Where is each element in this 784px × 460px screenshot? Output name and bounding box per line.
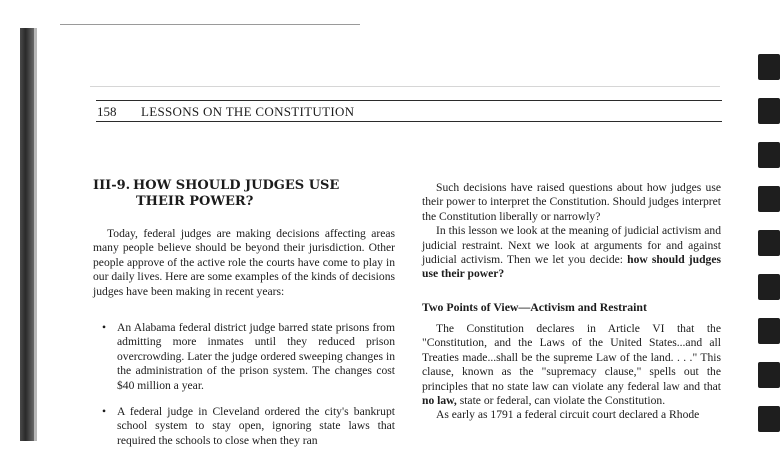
binding-ring <box>758 98 780 124</box>
list-item <box>100 321 395 393</box>
lesson-title-line1: HOW SHOULD JUDGES USE <box>133 178 340 193</box>
scan-left-edge <box>34 28 37 441</box>
list-item-text: A federal judge in Cleveland ordered the city's bankrupt school system to stay open, ignoring state laws that required the schools to close when they ran <box>117 405 395 447</box>
header-rule <box>96 121 722 122</box>
header-rule <box>96 100 722 101</box>
bold-phrase: no law, <box>422 394 457 408</box>
right-intro <box>422 181 721 282</box>
scan-bleedthrough-line <box>90 86 720 87</box>
paragraph-text: In this lesson we look at the meaning of judicial activism and judicial restraint. Next we look at arguments for and against judicial activism. Then we let you decide: <box>422 224 721 267</box>
binding-ring <box>758 54 780 80</box>
bullet-icon: • <box>102 321 107 334</box>
binding-ring <box>758 406 780 432</box>
binding-ring <box>758 318 780 344</box>
paragraph-text: state or federal, can violate the Constitution. <box>459 394 666 408</box>
lesson-title <box>93 178 339 209</box>
binding-ring <box>758 362 780 388</box>
running-head: LESSONS ON THE CONSTITUTION <box>141 104 355 119</box>
binding-ring <box>758 230 780 256</box>
intro-paragraph: Today, federal judges are making decisions affecting areas many people believe should be beyond their jurisdiction. Other people approve of the active role the courts have come to play in our daily lives. Here are some examples of the kinds of decisions judges have been making in recent years: <box>93 227 395 298</box>
bullet-icon: • <box>102 405 107 419</box>
paragraph <box>422 224 721 282</box>
example-list <box>100 321 395 460</box>
lesson-number: III-9. <box>93 178 131 193</box>
section-heading: Two Points of View—Activism and Restraint <box>422 300 647 314</box>
paragraph <box>422 322 721 408</box>
scan-artifact-line <box>60 24 360 25</box>
lesson-title-line2: THEIR POWER? <box>136 193 254 209</box>
spiral-binding <box>754 40 784 441</box>
paragraph: As early as 1791 a federal circuit court declared a Rhode <box>436 408 700 422</box>
paragraph-text: The Constitution declares in Article VI that the "Constitution, and the Laws of the United States...and all Treaties made...shall be the supreme Law of the land. . . ." This clause, known as the "supremacy clause," spells out the principles that no state law can violate any federal law and that <box>422 322 721 393</box>
right-body <box>422 322 721 423</box>
binding-ring <box>758 186 780 212</box>
page-number: 158 <box>97 104 117 119</box>
list-item-text: An Alabama federal district judge barred state prisons from admitting more inmates until they reduced prison overcrowding. Later the judge ordered sweeping changes in the administration of the prison system. The changes cost $40 million a year. <box>117 321 395 392</box>
bold-question: how should judges use their power? <box>422 253 721 281</box>
binding-ring <box>758 274 780 300</box>
scan-left-shadow <box>20 28 34 441</box>
list-item <box>100 405 395 448</box>
binding-ring <box>758 142 780 168</box>
paragraph: Such decisions have raised questions about how judges use their power to interpret the Constitution. Should judges interpret the Constitution liberally or narrowly? <box>422 181 721 223</box>
